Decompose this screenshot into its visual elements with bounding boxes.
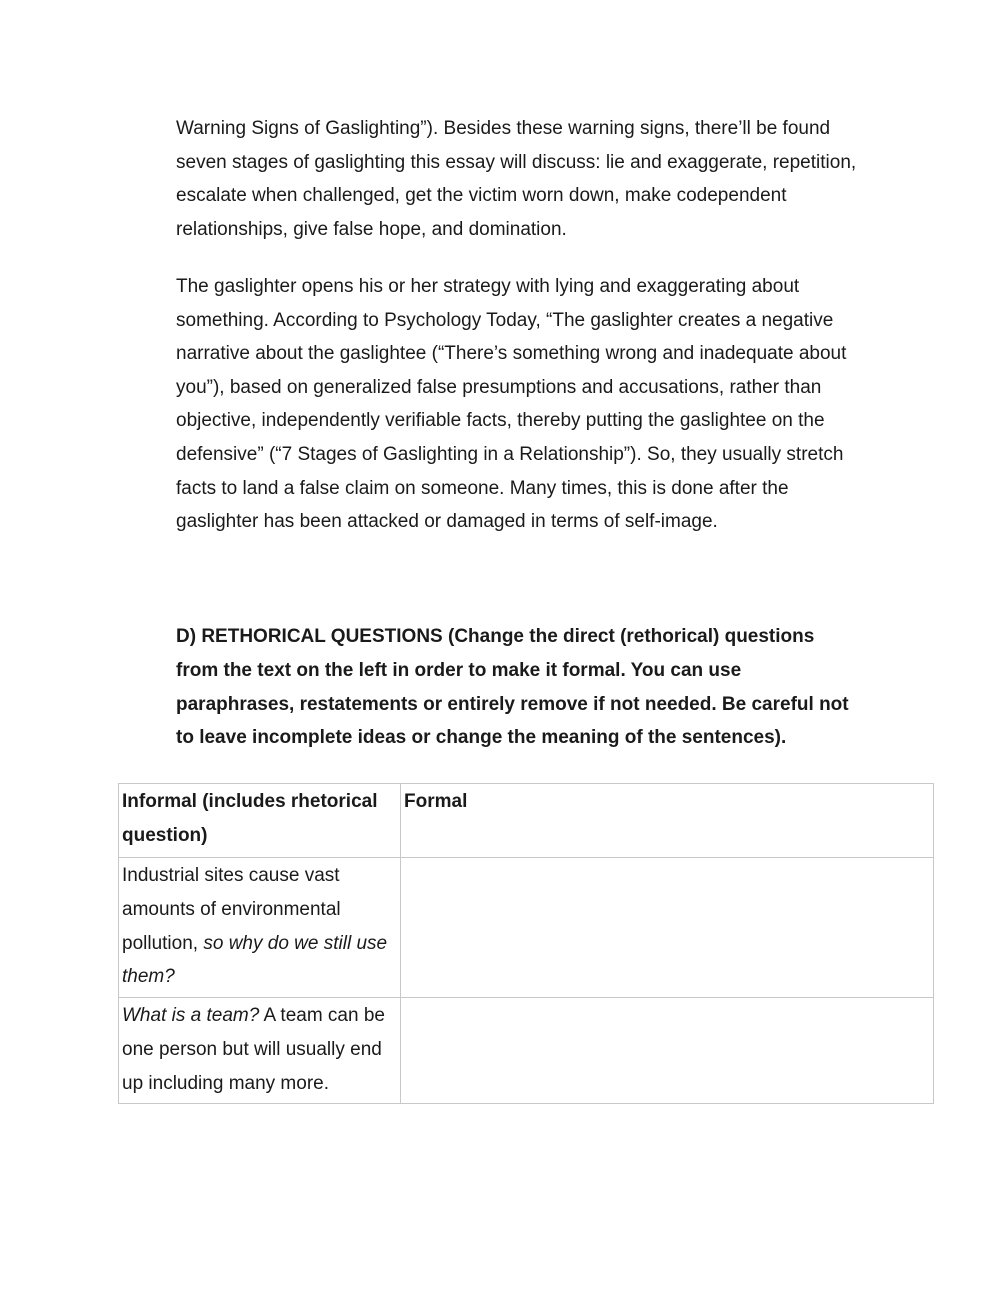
header-formal: Formal: [401, 784, 934, 858]
rhetorical-question: What is a team?: [122, 1005, 260, 1026]
informal-text: A team can be one person but will usually end up including many more.: [122, 1005, 385, 1094]
formal-answer-cell[interactable]: [401, 858, 934, 998]
body-paragraph: The gaslighter opens his or her strategy with lying and exaggerating about something. According to Psychology Today, “The gaslighter creates a negative narrative about the gaslightee (“There’s something wrong and inadequate about you”), based on generalized false presumptions and accusations, rather than objective, independently verifiable facts, thereby putting the gaslightee on the defensive” (“7 Stages of Gaslighting in a Relationship”). So, they usually stretch facts to land a false claim on someone. Many times, this is done after the gaslighter has been attacked or damaged in terms of self-image.: [176, 276, 847, 533]
section-heading: D) RETHORICAL QUESTIONS (Change the direct (rethorical) questions from the text on the left in order to make it formal. You can use paraphrases, restatements or entirely remove if not needed. Be careful not to leave incomplete ideas or change the meaning of the sentences).: [176, 626, 849, 749]
table-header-row: [119, 784, 934, 858]
formal-answer-cell[interactable]: [401, 998, 934, 1104]
informal-cell: [119, 998, 401, 1104]
informal-cell: [119, 858, 401, 998]
body-paragraph: Warning Signs of Gaslighting”). Besides these warning signs, there’ll be found seven stages of gaslighting this essay will discuss: lie and exaggerate, repetition, escalate when challenged, get the victim worn down, make codependent relationships, give false hope, and domination.: [176, 118, 857, 240]
table-row: [119, 998, 934, 1104]
rhetorical-question: so why do we still use them?: [122, 932, 388, 988]
header-informal: Informal (includes rhetorical question): [119, 784, 401, 858]
table-row: [119, 858, 934, 998]
informal-text: Industrial sites cause vast amounts of environmental pollution,: [122, 865, 341, 954]
rhetorical-questions-table: [118, 783, 934, 1104]
